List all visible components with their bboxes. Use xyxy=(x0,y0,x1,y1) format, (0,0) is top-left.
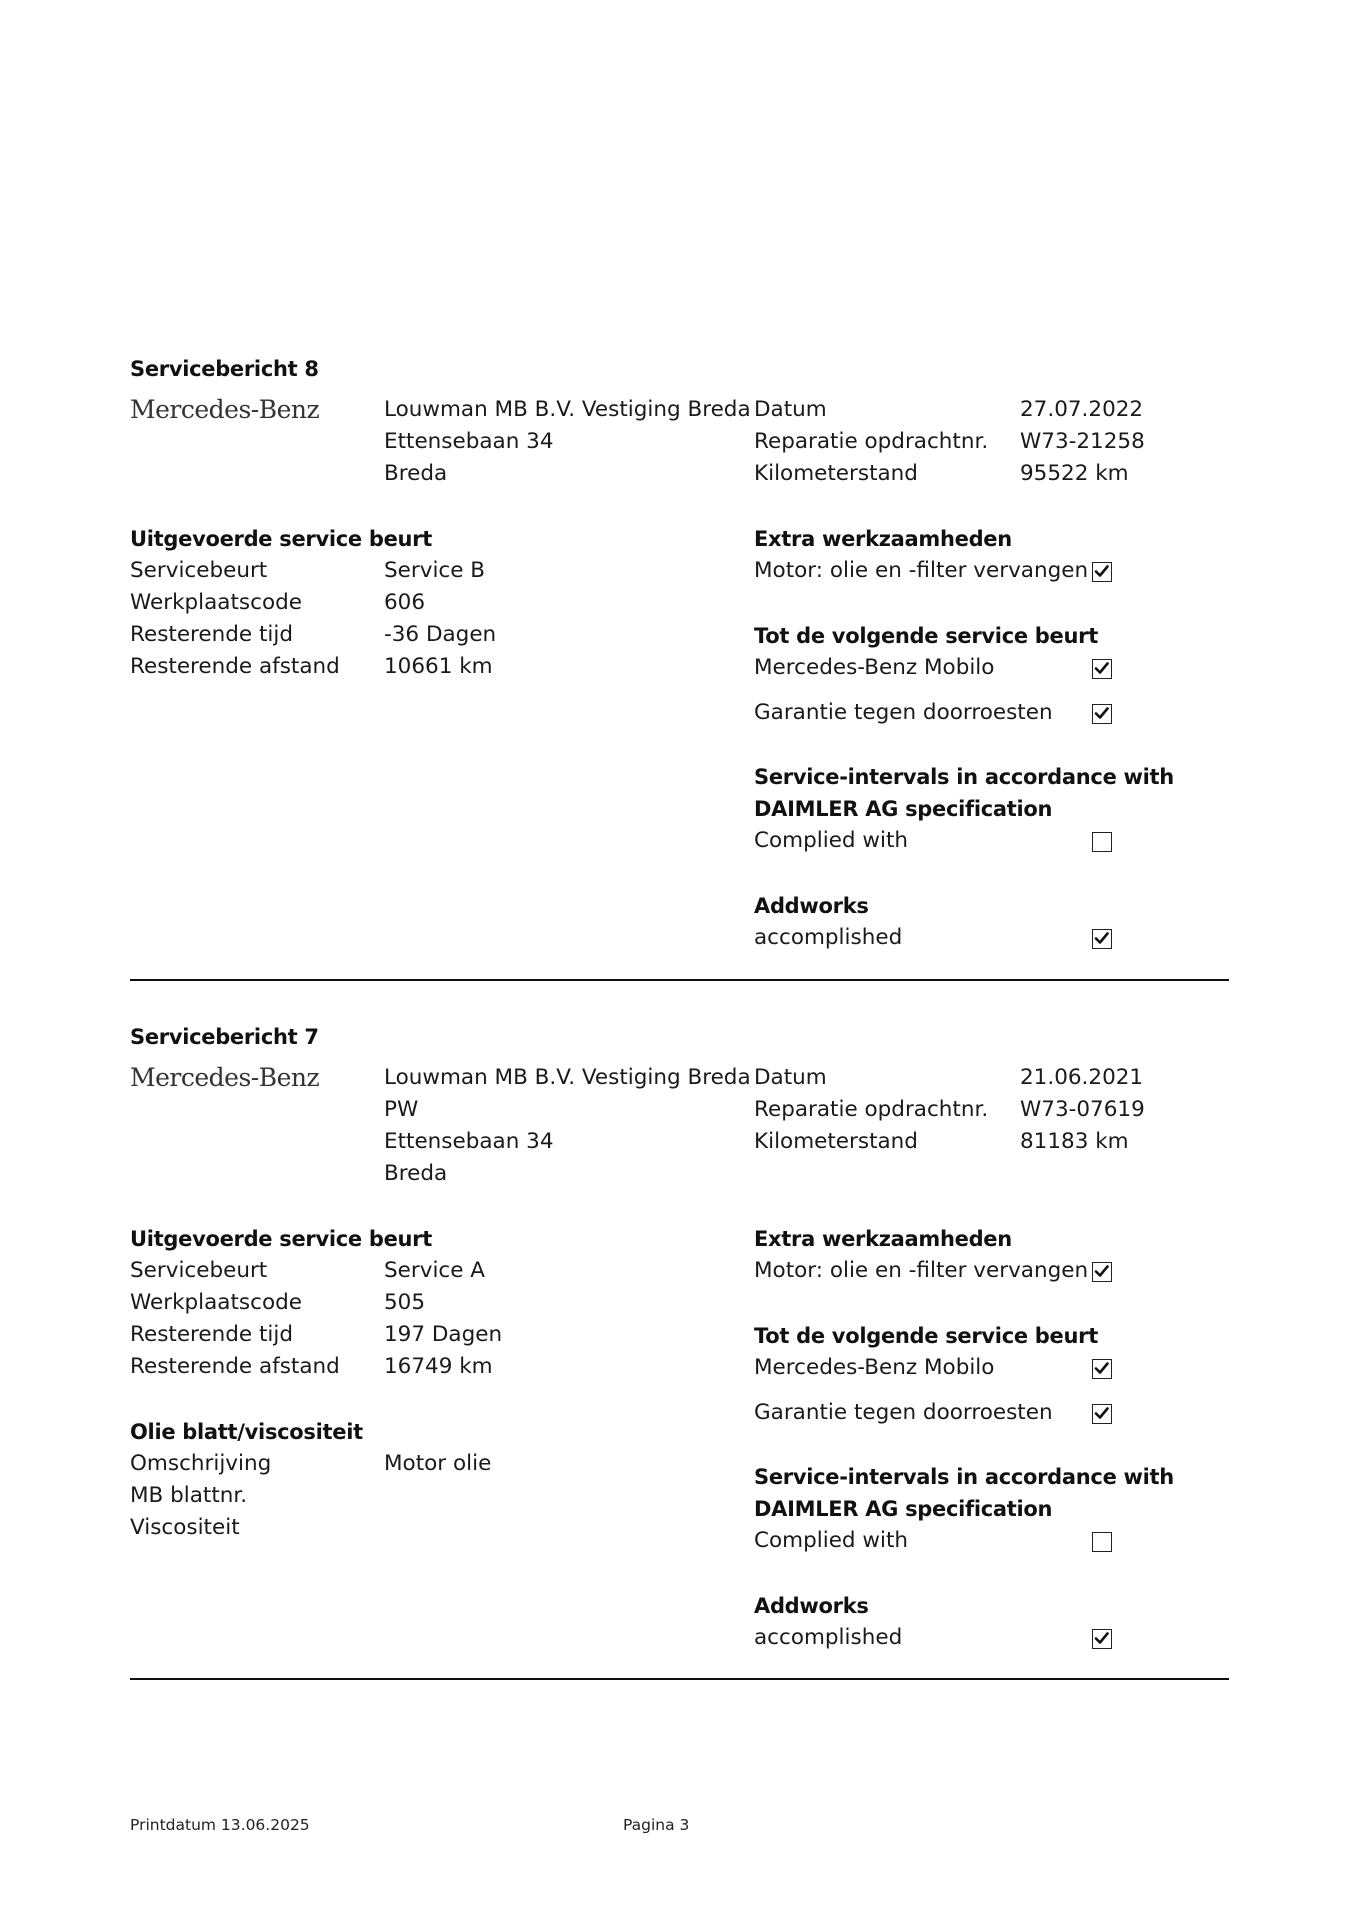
dealer-line: Ettensebaan 34 xyxy=(384,1129,554,1154)
info-value: W73-21258 xyxy=(1020,429,1145,454)
oil-value: Motor olie xyxy=(384,1451,492,1476)
info-value: 21.06.2021 xyxy=(1020,1065,1144,1090)
dealer-line: Ettensebaan 34 xyxy=(384,429,554,454)
dealer-line: Breda xyxy=(384,1161,448,1186)
addworks-checkbox[interactable] xyxy=(1092,929,1112,949)
service-value: 505 xyxy=(384,1290,426,1315)
info-value: 95522 km xyxy=(1020,461,1129,486)
service-value: 16749 km xyxy=(384,1354,493,1379)
complied-checkbox[interactable] xyxy=(1092,1532,1112,1552)
addworks-heading: Addworks xyxy=(754,894,869,918)
brand-logo: Mercedes-Benz xyxy=(130,395,320,424)
info-value: 27.07.2022 xyxy=(1020,397,1144,422)
info-label: Reparatie opdrachtnr. xyxy=(754,429,989,454)
extra-heading: Extra werkzaamheden xyxy=(754,1227,1012,1251)
section-divider xyxy=(130,1678,1229,1680)
service-label: Resterende afstand xyxy=(130,1354,340,1379)
extra-heading: Extra werkzaamheden xyxy=(754,527,1012,551)
mobilo-label: Mercedes-Benz Mobilo xyxy=(754,1355,995,1380)
checkmark-icon xyxy=(1094,661,1109,676)
mobilo-checkbox[interactable] xyxy=(1092,659,1112,679)
info-value: 81183 km xyxy=(1020,1129,1129,1154)
report-title: Servicebericht 8 xyxy=(130,357,319,381)
service-label: Servicebeurt xyxy=(130,1258,268,1283)
info-label: Datum xyxy=(754,397,827,422)
extra-item-checkbox[interactable] xyxy=(1092,562,1112,582)
rust-warranty-checkbox[interactable] xyxy=(1092,1404,1112,1424)
extra-item-label: Motor: olie en -filter vervangen xyxy=(754,558,1089,583)
next-service-heading: Tot de volgende service beurt xyxy=(754,624,1098,648)
checkmark-icon xyxy=(1094,1406,1109,1421)
print-date: Printdatum 13.06.2025 xyxy=(130,1816,310,1834)
info-label: Reparatie opdrachtnr. xyxy=(754,1097,989,1122)
complied-checkbox[interactable] xyxy=(1092,832,1112,852)
addworks-label: accomplished xyxy=(754,1625,903,1650)
info-value: W73-07619 xyxy=(1020,1097,1145,1122)
service-value: 197 Dagen xyxy=(384,1322,503,1347)
checkmark-icon xyxy=(1094,1361,1109,1376)
service-label: Servicebeurt xyxy=(130,558,268,583)
service-label: Resterende afstand xyxy=(130,654,340,679)
section-divider xyxy=(130,979,1229,981)
rust-warranty-label: Garantie tegen doorroesten xyxy=(754,1400,1053,1425)
service-heading: Uitgevoerde service beurt xyxy=(130,1227,432,1251)
checkmark-icon xyxy=(1094,1631,1109,1646)
mobilo-checkbox[interactable] xyxy=(1092,1359,1112,1379)
info-label: Datum xyxy=(754,1065,827,1090)
service-value: Service B xyxy=(384,558,486,583)
addworks-checkbox[interactable] xyxy=(1092,1629,1112,1649)
checkmark-icon xyxy=(1094,706,1109,721)
addworks-heading: Addworks xyxy=(754,1594,869,1618)
service-value: Service A xyxy=(384,1258,486,1283)
mobilo-label: Mercedes-Benz Mobilo xyxy=(754,655,995,680)
oil-label: Omschrijving xyxy=(130,1451,272,1476)
oil-label: MB blattnr. xyxy=(130,1483,248,1508)
service-label: Resterende tijd xyxy=(130,1322,294,1347)
intervals-heading: DAIMLER AG specification xyxy=(754,797,1053,821)
dealer-line: PW xyxy=(384,1097,419,1122)
service-value: 606 xyxy=(384,590,426,615)
dealer-line: Breda xyxy=(384,461,448,486)
extra-item-checkbox[interactable] xyxy=(1092,1262,1112,1282)
intervals-heading: DAIMLER AG specification xyxy=(754,1497,1053,1521)
service-label: Werkplaatscode xyxy=(130,590,302,615)
info-label: Kilometerstand xyxy=(754,461,918,486)
dealer-line: Louwman MB B.V. Vestiging Breda xyxy=(384,397,751,422)
service-heading: Uitgevoerde service beurt xyxy=(130,527,432,551)
intervals-heading: Service-intervals in accordance with xyxy=(754,765,1174,789)
next-service-heading: Tot de volgende service beurt xyxy=(754,1324,1098,1348)
checkmark-icon xyxy=(1094,931,1109,946)
info-label: Kilometerstand xyxy=(754,1129,918,1154)
checkmark-icon xyxy=(1094,1264,1109,1279)
service-value: -36 Dagen xyxy=(384,622,497,647)
dealer-line: Louwman MB B.V. Vestiging Breda xyxy=(384,1065,751,1090)
checkmark-icon xyxy=(1094,564,1109,579)
page-number: Pagina 3 xyxy=(623,1816,690,1834)
service-label: Resterende tijd xyxy=(130,622,294,647)
extra-item-label: Motor: olie en -filter vervangen xyxy=(754,1258,1089,1283)
intervals-heading: Service-intervals in accordance with xyxy=(754,1465,1174,1489)
complied-label: Complied with xyxy=(754,1528,909,1553)
complied-label: Complied with xyxy=(754,828,909,853)
service-label: Werkplaatscode xyxy=(130,1290,302,1315)
oil-label: Viscositeit xyxy=(130,1515,240,1540)
rust-warranty-checkbox[interactable] xyxy=(1092,704,1112,724)
service-value: 10661 km xyxy=(384,654,493,679)
report-title: Servicebericht 7 xyxy=(130,1025,319,1049)
brand-logo: Mercedes-Benz xyxy=(130,1063,320,1092)
rust-warranty-label: Garantie tegen doorroesten xyxy=(754,700,1053,725)
oil-heading: Olie blatt/viscositeit xyxy=(130,1420,363,1444)
addworks-label: accomplished xyxy=(754,925,903,950)
